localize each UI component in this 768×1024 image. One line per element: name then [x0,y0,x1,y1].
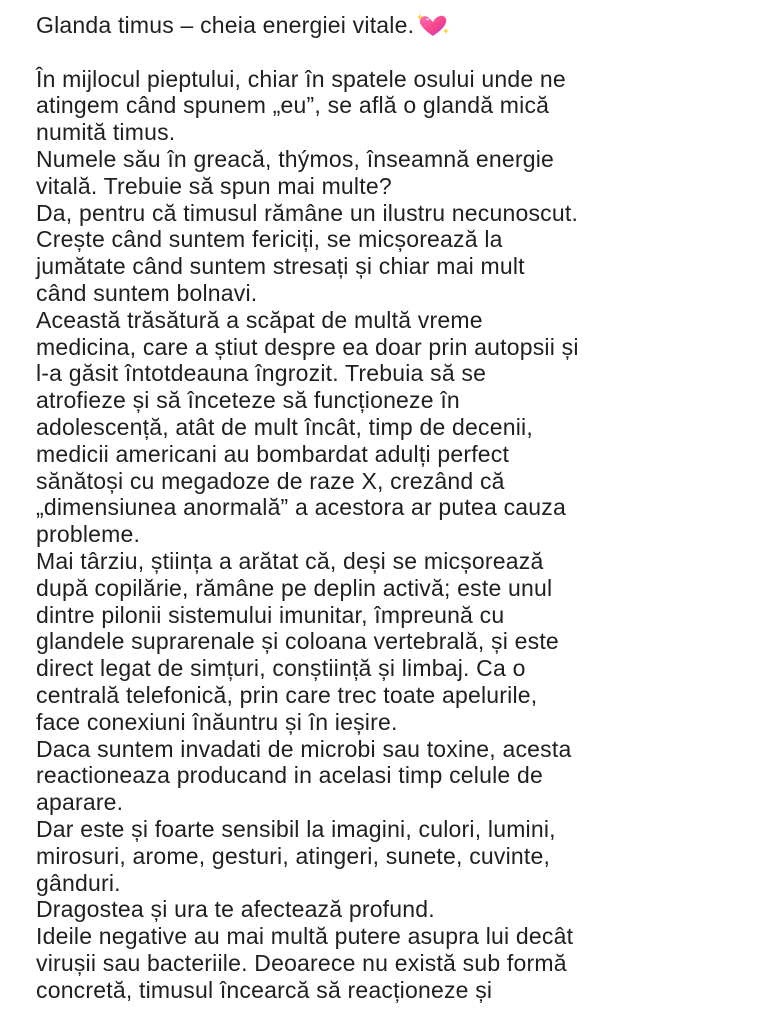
paragraph [36,896,736,923]
paragraph [36,66,736,146]
paragraph [36,307,736,548]
paragraph [36,736,736,816]
paragraph [36,548,736,736]
paragraph-line: Daca suntem invadati de microbi sau toxine, acesta [36,735,572,762]
paragraph [36,200,736,307]
blank-line [36,39,736,66]
paragraph-line: Numele său în greacă, thýmos, înseamnă energie [36,145,555,172]
paragraph-line: numită timus. [36,119,176,146]
paragraph-line: l-a găsit întotdeauna îngrozit. Trebuia să se [36,360,487,387]
paragraph-line: dintre pilonii sistemului imunitar, împreună cu [36,601,505,628]
paragraph-line: Dragostea și ura te afectează profund. [36,896,435,923]
paragraph-line: glandele suprarenale și coloana vertebrală, și este [36,628,559,655]
paragraph-line: aparare. [36,789,124,816]
post-paragraphs [36,66,736,1004]
paragraph-line: atrofieze și să înceteze să funcționeze în [36,387,460,414]
post-title: Glanda timus – cheia energiei vitale. [36,12,415,38]
paragraph-line: gânduri. [36,869,121,896]
paragraph-line: medicii americani au bombardat adulți perfect [36,440,510,467]
paragraph-line: Da, pentru că timusul rămâne un ilustru necunoscut. [36,199,579,226]
paragraph-line: mirosuri, arome, gesturi, atingeri, sunete, cuvinte, [36,842,551,869]
paragraph [36,146,736,200]
paragraph-line: direct legat de simțuri, conștiință și limbaj. Ca o [36,655,526,682]
paragraph-line: Această trăsătură a scăpat de multă vreme [36,306,483,333]
paragraph-line: după copilărie, rămâne pe deplin activă; este unul [36,574,553,601]
paragraph-line: când suntem bolnavi. [36,279,258,306]
paragraph-line: Mai târziu, știința a arătat că, deși se micșorează [36,547,544,574]
paragraph-line: Dar este și foarte sensibil la imagini, culori, lumini, [36,815,556,842]
post-title-line [36,12,736,39]
paragraph [36,923,736,1003]
post-body [36,12,736,1003]
paragraph-line: „dimensiunea anormală” a acestora ar putea cauza [36,494,566,521]
paragraph-line: reactioneaza producand in acelasi timp celule de [36,762,543,789]
paragraph-line: concretă, timusul încearcă să reacționeze și [36,976,493,1003]
paragraph-line: medicina, care a știut despre ea doar prin autopsii și [36,333,579,360]
paragraph-line: Crește când suntem fericiți, se micșorează la [36,226,503,253]
paragraph-line: Ideile negative au mai multă putere asupra lui decât [36,923,574,950]
paragraph-line: sănătoși cu megadoze de raze X, crezând că [36,467,505,494]
paragraph-line: adolescență, atât de mult încât, timp de decenii, [36,413,533,440]
paragraph-line: jumătate când suntem stresați și chiar mai mult [36,253,525,280]
paragraph-line: centrală telefonică, prin care trec toate apelurile, [36,681,538,708]
paragraph-line: În mijlocul pieptului, chiar în spatele osului unde ne [36,65,566,92]
paragraph-line: atingem când spunem „eu”, se află o glandă mică [36,92,550,119]
sparkling-heart-icon [416,12,450,38]
paragraph-line: probleme. [36,521,141,548]
paragraph-line: face conexiuni înăuntru și în ieșire. [36,708,398,735]
paragraph-line: vitală. Trebuie să spun mai multe? [36,172,392,199]
paragraph-line: virușii sau bacteriile. Deoarece nu există sub formă [36,949,567,976]
paragraph [36,816,736,896]
